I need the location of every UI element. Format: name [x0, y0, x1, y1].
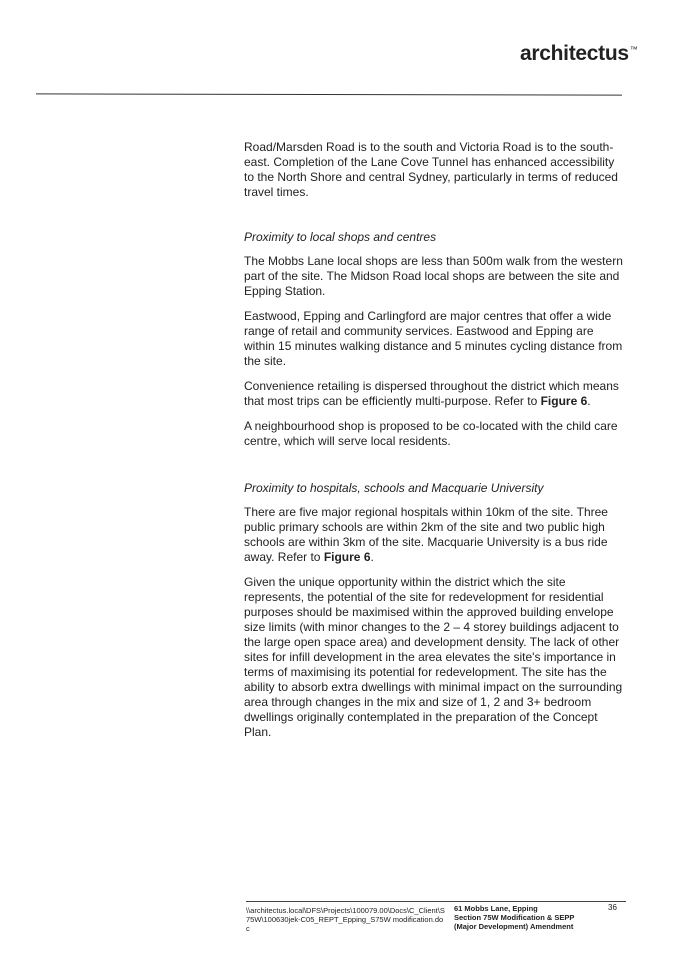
trademark-mark: ™	[629, 45, 638, 54]
footer-project-line: 61 Mobbs Lane, Epping	[454, 904, 538, 913]
intro-paragraph: Road/Marsden Road is to the south and Victoria Road is to the south-east. Completion of the Lane Cove Tunnel has enhanced accessibility to the North Shore and central Sydney, particularly in terms of reduced travel times.	[244, 140, 618, 199]
hospitals-paragraph-2: Given the unique opportunity within the district which the site represents, the potential of the site for redevelopment for residential purposes should be maximised within the approved building envelope size limits (with minor changes to the 2 – 4 storey buildings adjacent to the large open space area) and development density. The lack of other sites for infill development in the area elevates the site's importance in terms of maximising its potential for redevelopment. The site has the ability to absorb extra dwellings with minimal impact on the surrounding area through changes in the mix and size of 1, 2 and 3+ bedroom dwellings originally contemplated in the preparation of the Concept Plan.	[244, 575, 623, 739]
hospitals-p1-end: .	[370, 550, 374, 564]
shops-paragraph-3	[244, 379, 624, 409]
shops-paragraph-2: Eastwood, Epping and Carlingford are major centres that offer a wide range of retail and community services. Eastwood and Epping are within 15 minutes walking distance and 5 minutes cycling distance from the site.	[244, 309, 623, 368]
figure-reference: Figure 6	[323, 550, 371, 564]
logo-text: architectus	[520, 42, 629, 65]
section-heading-shops: Proximity to local shops and centres	[244, 230, 437, 244]
shops-p3-text: Convenience retailing is dispersed throughout the district which means that most trips can be efficiently multi-purpose. Refer to	[244, 379, 619, 408]
shops-paragraph-4: A neighbourhood shop is proposed to be co-located with the child care centre, which will serve local residents.	[244, 419, 618, 448]
footer-project-title	[454, 904, 594, 931]
footer-file-path: \\architectus.local\DFS\Projects\100079.00\Docs\C_Client\S75W\100630jek-C05_REPT_Epping_S75W modification.doc	[246, 906, 445, 933]
page-number: 36	[608, 903, 617, 912]
hospitals-paragraph-1	[244, 505, 624, 565]
header-rule	[36, 93, 622, 95]
footer-rule	[246, 901, 626, 902]
figure-reference: Figure 6	[540, 394, 588, 408]
section-heading-hospitals: Proximity to hospitals, schools and Macquarie University	[244, 481, 544, 495]
footer-project-line: (Major Development) Amendment	[454, 922, 574, 931]
architectus-logo	[520, 42, 637, 66]
hospitals-p1-text: There are five major regional hospitals within 10km of the site. Three public primary schools are within 2km of the site and two public high schools are within 3km of the site. Macquarie University is a bus ride away. Refer to	[244, 505, 608, 564]
shops-paragraph-1: The Mobbs Lane local shops are less than 500m walk from the western part of the site. The Midson Road local shops are between the site and Epping Station.	[244, 254, 623, 298]
shops-p3-end: .	[587, 394, 591, 408]
footer-project-line: Section 75W Modification & SEPP	[454, 913, 575, 922]
document-body	[244, 140, 624, 750]
